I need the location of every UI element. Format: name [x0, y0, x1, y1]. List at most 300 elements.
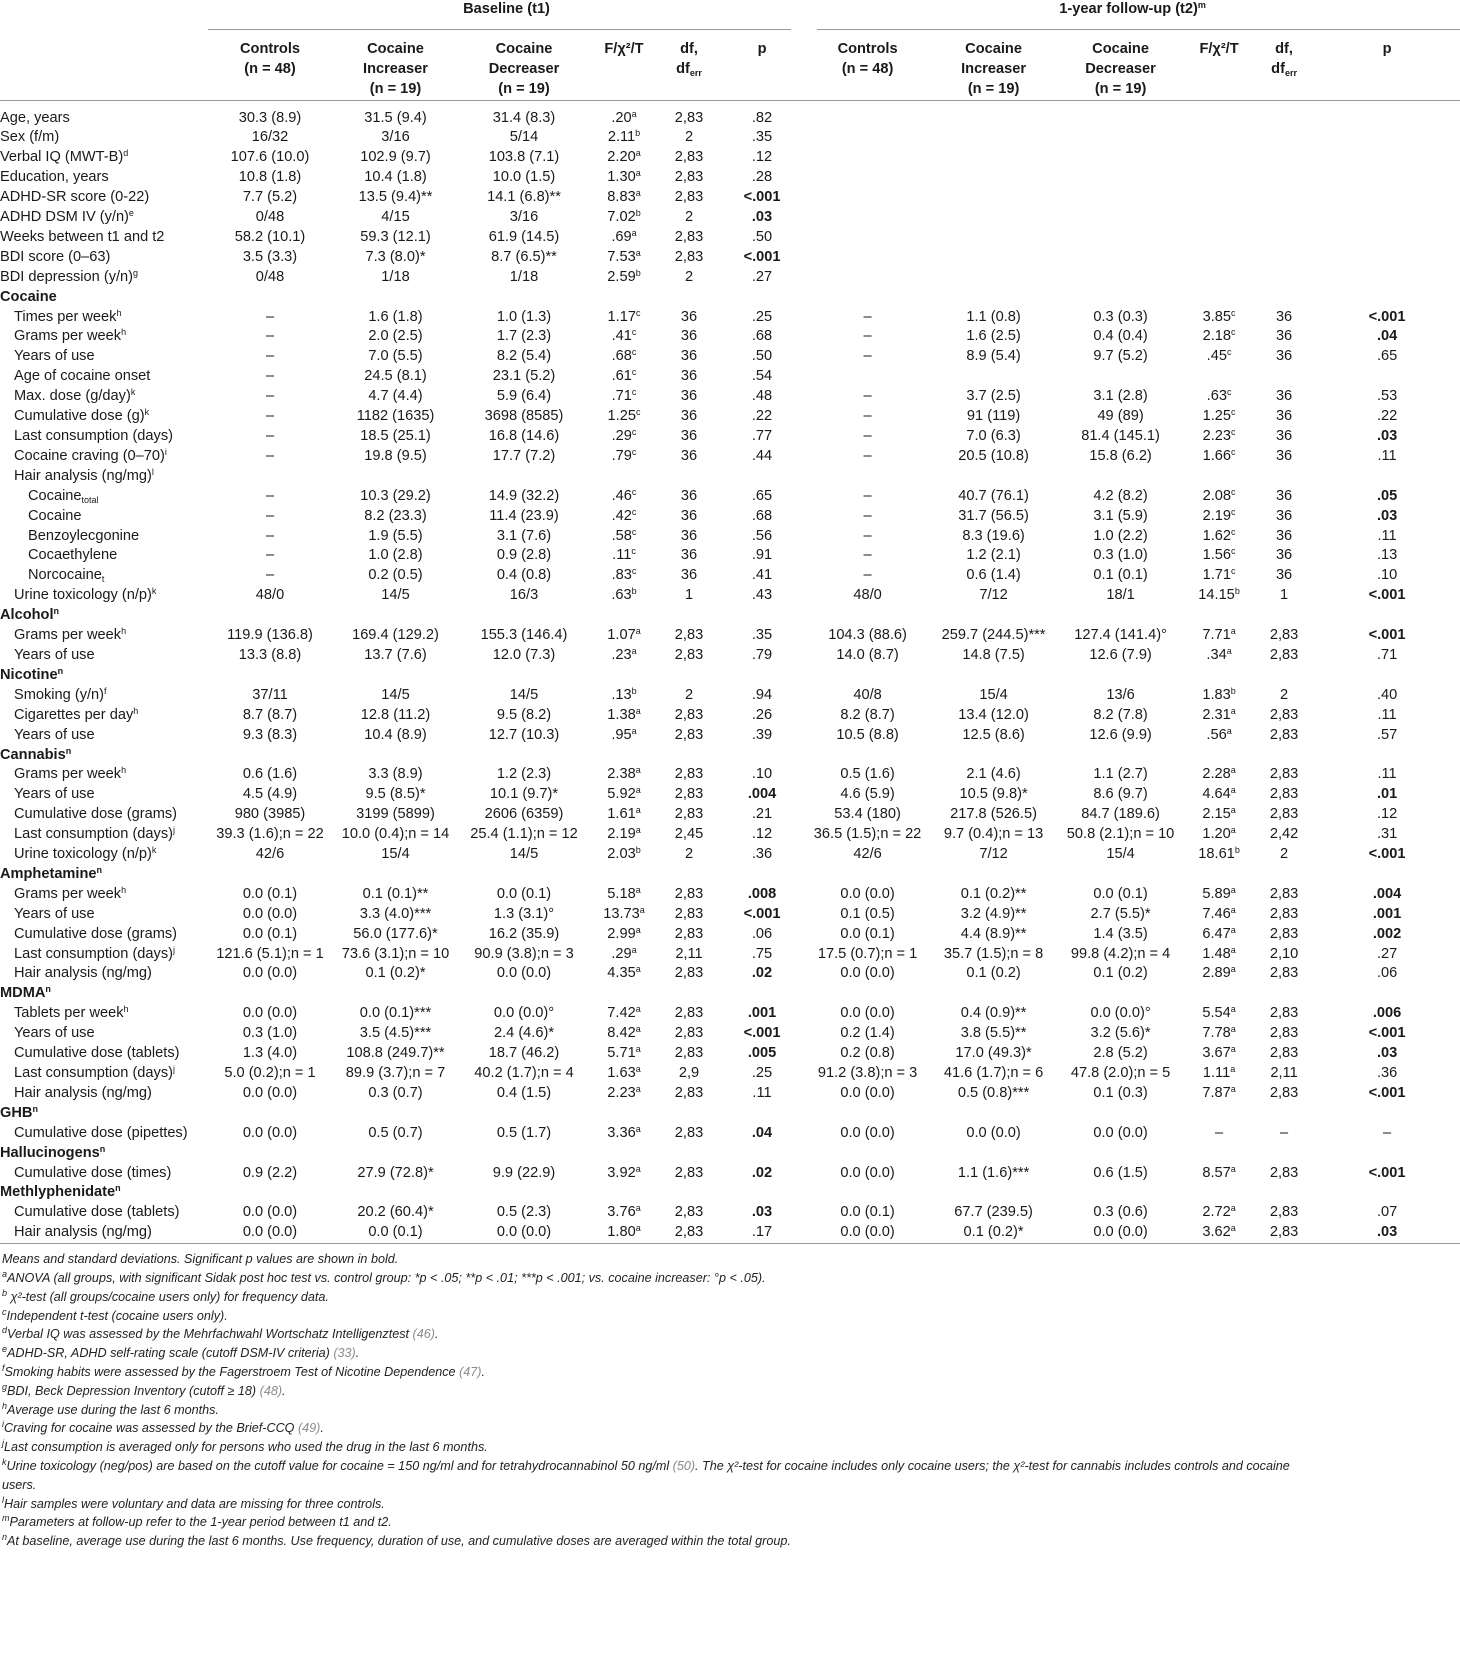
data-cell [1314, 427, 1460, 447]
p-value: .27 [751, 268, 773, 285]
data-cell [1254, 905, 1314, 925]
cell-value: 18.5 (25.1) [360, 428, 431, 445]
df-value: 36 [1275, 547, 1293, 564]
test-mark: a [1230, 1004, 1236, 1015]
footnote-mark: l [151, 466, 154, 477]
data-cell [1254, 168, 1314, 188]
data-cell [459, 805, 589, 825]
col-p: p [757, 40, 767, 57]
df-value: 2,45 [674, 826, 704, 843]
cell-value: 14.1 (6.8)** [487, 189, 561, 206]
data-cell [589, 168, 659, 188]
table-row [0, 885, 1460, 905]
row-label-text: Grams per week [14, 885, 122, 902]
cell-value: 8.7 (6.5)** [491, 248, 557, 265]
cell-value: 48/0 [255, 587, 285, 604]
cell-value: 12.7 (10.3) [488, 726, 560, 743]
data-cell [1184, 427, 1254, 447]
cell-value: 3/16 [509, 209, 539, 226]
data-cell [1254, 586, 1314, 606]
stat-value: .13 [611, 686, 632, 703]
data-cell [659, 407, 719, 427]
data-cell [589, 785, 659, 805]
stat-value: .71 [611, 388, 632, 405]
data-cell [459, 288, 589, 308]
row-label [0, 805, 208, 825]
data-cell [208, 925, 332, 945]
cell-value: 8.7 (8.7) [242, 706, 298, 723]
data-cell [1184, 845, 1254, 865]
data-cell [1184, 407, 1254, 427]
data-cell [930, 100, 1057, 128]
cell-value: – [265, 308, 275, 325]
test-mark: c [1226, 387, 1232, 398]
row-label-text: Weeks between t1 and t2 [0, 228, 165, 245]
data-cell [1254, 1183, 1314, 1203]
col-controls: Controls (n = 48) [240, 40, 300, 77]
df-value: 2 [684, 686, 694, 703]
data-cell [208, 566, 332, 586]
cell-value: 14.9 (32.2) [488, 487, 560, 504]
data-cell [805, 964, 930, 984]
cell-value: 1.3 (4.0) [242, 1045, 298, 1062]
cell-value: – [265, 348, 275, 365]
data-cell [659, 427, 719, 447]
cell-value: – [265, 428, 275, 445]
data-cell [719, 248, 805, 268]
data-cell [459, 1044, 589, 1064]
test-mark: a [1230, 1083, 1236, 1094]
data-cell [332, 507, 459, 527]
data-cell [459, 984, 589, 1004]
cell-value: 169.4 (129.2) [352, 627, 439, 644]
stat-value: 2.15 [1202, 806, 1231, 823]
df-value: 2,83 [1269, 925, 1299, 942]
data-cell [589, 1144, 659, 1164]
data-cell [930, 148, 1057, 168]
cell-value: 0.0 (0.0) [966, 1124, 1021, 1141]
footnote [2, 1269, 1458, 1288]
data-cell [1184, 327, 1254, 347]
test-mark: a [635, 1203, 641, 1214]
data-cell [719, 527, 805, 547]
test-mark: a [635, 1044, 641, 1055]
table-row [0, 1024, 1460, 1044]
cell-value: 91.2 (3.8);n = 3 [817, 1065, 918, 1082]
footnote [2, 1495, 1458, 1514]
data-cell [930, 925, 1057, 945]
data-cell [459, 1104, 589, 1124]
cell-value: 24.5 (8.1) [364, 368, 427, 385]
data-cell [659, 248, 719, 268]
table-row [0, 1164, 1460, 1184]
stat-value: 5.89 [1202, 885, 1231, 902]
data-cell [459, 945, 589, 965]
data-cell [1314, 387, 1460, 407]
stat-value: 3.67 [1202, 1045, 1231, 1062]
data-cell [459, 845, 589, 865]
data-cell [1254, 1164, 1314, 1184]
data-cell [459, 1183, 589, 1203]
data-cell [805, 168, 930, 188]
data-cell [1057, 726, 1184, 746]
data-cell [208, 387, 332, 407]
data-cell [930, 268, 1057, 288]
row-label [0, 1203, 208, 1223]
cell-value: 0.0 (0.0) [840, 1124, 895, 1141]
data-cell [719, 746, 805, 766]
row-label [0, 626, 208, 646]
data-cell [930, 308, 1057, 328]
data-cell [459, 606, 589, 626]
row-label-text: Urine toxicology (n/p) [14, 587, 152, 604]
data-cell [805, 686, 930, 706]
cell-value: 9.7 (0.4);n = 13 [943, 826, 1044, 843]
data-cell [1314, 1223, 1460, 1243]
cell-value: 0.5 (1.6) [840, 766, 895, 783]
data-cell [589, 1203, 659, 1223]
cell-value: 0.3 (0.6) [1093, 1204, 1148, 1221]
cell-value: 3.2 (5.6)* [1090, 1025, 1151, 1042]
data-cell [1314, 1203, 1460, 1223]
data-cell [1057, 606, 1184, 626]
stat-value: 1.48 [1202, 945, 1231, 962]
data-cell [930, 646, 1057, 666]
df-value: 2,83 [674, 1084, 704, 1101]
stat-value: .41 [611, 328, 632, 345]
p-value: .03 [1376, 428, 1398, 445]
data-cell [659, 527, 719, 547]
data-cell [805, 128, 930, 148]
cell-value: 0.0 (0.0) [242, 1084, 298, 1101]
stat-value: 14.15 [1198, 587, 1235, 604]
footnote-mark: n [57, 665, 64, 676]
p-value: .35 [751, 627, 773, 644]
test-mark: a [1230, 765, 1236, 776]
data-cell [589, 248, 659, 268]
test-mark: a [635, 626, 641, 637]
row-label [0, 1004, 208, 1024]
cell-value: 0.0 (0.1)*** [359, 1005, 432, 1022]
row-label [0, 128, 208, 148]
data-cell [332, 905, 459, 925]
data-cell [1314, 984, 1460, 1004]
table-row [0, 606, 1460, 626]
footnote-mark: k [144, 407, 150, 418]
cell-value: 7.0 (5.5) [368, 348, 423, 365]
data-cell [1314, 228, 1460, 248]
data-cell [659, 327, 719, 347]
row-label-text: Cocaine [0, 288, 57, 305]
data-cell [1314, 447, 1460, 467]
data-cell [659, 148, 719, 168]
table-row [0, 1203, 1460, 1223]
cell-value: 0.2 (1.4) [840, 1025, 895, 1042]
data-cell [719, 427, 805, 447]
cell-value: 8.6 (9.7) [1093, 786, 1148, 803]
data-cell [1057, 1124, 1184, 1144]
data-cell [930, 467, 1057, 487]
stat-value: .95 [611, 726, 632, 743]
footnote-text: Craving for cocaine was assessed by the Brief-CCQ [4, 1421, 298, 1436]
p-value: .17 [751, 1224, 773, 1241]
test-mark: a [635, 1083, 641, 1094]
data-cell [719, 288, 805, 308]
data-cell [719, 626, 805, 646]
data-cell [589, 288, 659, 308]
data-cell [805, 367, 930, 387]
data-cell [805, 467, 930, 487]
data-cell [1184, 367, 1254, 387]
p-value: .03 [751, 209, 773, 226]
data-cell [930, 1084, 1057, 1104]
cell-value: 0.1 (0.1) [1093, 567, 1148, 584]
table-row [0, 467, 1460, 487]
table-row [0, 1223, 1460, 1243]
p-value: <.001 [743, 248, 781, 265]
test-mark: a [631, 944, 637, 955]
data-cell [659, 666, 719, 686]
data-cell [930, 447, 1057, 467]
col-increaser-t2: Cocaine Increaser (n = 19) [961, 40, 1027, 97]
data-cell [1057, 148, 1184, 168]
cell-value: 4.2 (8.2) [1093, 487, 1148, 504]
data-cell [1184, 1164, 1254, 1184]
data-cell [1184, 1223, 1254, 1243]
df-value: 36 [1275, 428, 1293, 445]
data-cell [1184, 606, 1254, 626]
test-mark: a [635, 148, 641, 159]
data-cell [1314, 327, 1460, 347]
data-cell [459, 746, 589, 766]
data-cell [1314, 646, 1460, 666]
data-cell [1314, 1124, 1460, 1144]
data-cell [1314, 945, 1460, 965]
data-cell [805, 805, 930, 825]
test-mark: c [1231, 446, 1236, 457]
data-cell [1184, 825, 1254, 845]
df-value: 2,83 [674, 726, 704, 743]
data-cell [1184, 1084, 1254, 1104]
data-cell [589, 984, 659, 1004]
data-cell [1254, 367, 1314, 387]
cell-value: 0.6 (1.4) [966, 567, 1021, 584]
data-cell [332, 865, 459, 885]
footnote [2, 1476, 1458, 1495]
df-value: 36 [1275, 348, 1293, 365]
test-mark: c [1226, 347, 1232, 358]
data-cell [1254, 427, 1314, 447]
test-mark: a [1226, 645, 1232, 656]
cell-value: 9.5 (8.5)* [365, 786, 426, 803]
data-cell [208, 984, 332, 1004]
p-value: .10 [751, 766, 773, 783]
table-row [0, 1084, 1460, 1104]
data-cell [589, 208, 659, 228]
test-mark: c [631, 446, 637, 457]
data-cell [659, 546, 719, 566]
data-cell [208, 1124, 332, 1144]
cell-value: 0.0 (0.1) [840, 925, 895, 942]
stat-value: 2.31 [1202, 706, 1231, 723]
row-label-text: ADHD-SR score (0-22) [0, 189, 150, 206]
data-cell [1057, 1183, 1184, 1203]
stat-value: 1.56 [1202, 547, 1232, 564]
data-cell [659, 646, 719, 666]
data-cell [719, 327, 805, 347]
cell-value: 30.3 (8.9) [238, 109, 302, 126]
data-cell [208, 825, 332, 845]
data-cell [930, 746, 1057, 766]
row-label-text: Hallucinogens [0, 1144, 100, 1161]
data-cell [589, 566, 659, 586]
p-value: .26 [751, 706, 773, 723]
row-label [0, 507, 208, 527]
data-cell [1254, 208, 1314, 228]
df-value: 36 [1275, 487, 1293, 504]
data-cell [208, 1183, 332, 1203]
footnote-mark: d [123, 148, 129, 159]
df-value: 2,83 [674, 885, 704, 902]
data-cell [1184, 1203, 1254, 1223]
cell-value: 3698 (8585) [484, 408, 564, 425]
data-cell [589, 308, 659, 328]
data-cell [930, 666, 1057, 686]
table-row [0, 1064, 1460, 1084]
data-cell [659, 825, 719, 845]
data-cell [659, 1223, 719, 1243]
data-cell [719, 407, 805, 427]
footnote-mark: h [121, 626, 127, 637]
test-mark: c [1231, 327, 1236, 338]
cell-value: 14/5 [381, 587, 410, 604]
row-label [0, 1024, 208, 1044]
data-cell [719, 1164, 805, 1184]
cell-value: 91 (119) [966, 408, 1021, 425]
table-row [0, 1004, 1460, 1024]
cell-value: – [863, 328, 872, 345]
data-cell [208, 188, 332, 208]
data-cell [208, 347, 332, 367]
df-value: 36 [680, 428, 698, 445]
data-cell [208, 427, 332, 447]
p-value: .65 [751, 487, 773, 504]
data-cell [719, 686, 805, 706]
cell-value: 1.4 (3.5) [1093, 925, 1148, 942]
cell-value: 53.4 (180) [834, 806, 901, 823]
data-cell [930, 288, 1057, 308]
data-cell [1314, 527, 1460, 547]
cell-value: 25.4 (1.1);n = 12 [470, 826, 578, 843]
row-label-text: Grams per week [14, 766, 122, 783]
data-cell [332, 785, 459, 805]
row-label [0, 268, 208, 288]
data-cell [1057, 885, 1184, 905]
df-value: 2,83 [674, 109, 704, 126]
data-cell [208, 447, 332, 467]
table-row [0, 686, 1460, 706]
cell-value: 0.0 (0.0) [496, 965, 552, 982]
data-cell [459, 447, 589, 467]
cell-value: 2606 (6359) [484, 806, 564, 823]
table-body [0, 100, 1460, 1244]
data-cell [659, 228, 719, 248]
data-cell [459, 666, 589, 686]
test-mark: c [635, 307, 641, 318]
data-cell [719, 148, 805, 168]
df-value: 2,83 [674, 1025, 704, 1042]
table-row [0, 128, 1460, 148]
cell-value: 0.2 (0.5) [368, 567, 423, 584]
df-value: 2,11 [675, 945, 703, 962]
data-cell [1057, 128, 1184, 148]
test-mark: a [631, 227, 637, 238]
cell-value: 23.1 (5.2) [492, 368, 556, 385]
data-cell [208, 1004, 332, 1024]
data-cell [930, 1164, 1057, 1184]
data-cell [208, 546, 332, 566]
data-cell [332, 1104, 459, 1124]
p-value: .91 [751, 547, 773, 564]
data-cell [1184, 268, 1254, 288]
cell-value: 67.7 (239.5) [954, 1204, 1033, 1221]
data-cell [208, 646, 332, 666]
p-value: .06 [1376, 965, 1398, 982]
df-value: 2,83 [674, 169, 704, 186]
data-cell [1254, 984, 1314, 1004]
test-mark: a [1230, 1223, 1236, 1234]
cell-value: 17.5 (0.7);n = 1 [817, 945, 918, 962]
data-cell [719, 945, 805, 965]
data-cell [1254, 845, 1314, 865]
data-cell [459, 487, 589, 507]
cell-value: 119.9 (136.8) [227, 627, 313, 644]
data-cell [1057, 686, 1184, 706]
footnote-text-after: . [434, 1327, 439, 1342]
data-cell [1254, 964, 1314, 984]
cell-value: 8.9 (5.4) [966, 348, 1021, 365]
data-cell [930, 1104, 1057, 1124]
cell-value: 61.9 (14.5) [488, 228, 560, 245]
data-cell [659, 188, 719, 208]
data-cell [589, 1024, 659, 1044]
table-row [0, 288, 1460, 308]
data-cell [719, 885, 805, 905]
data-cell [1314, 746, 1460, 766]
data-cell [805, 606, 930, 626]
data-cell [1254, 925, 1314, 945]
data-cell [805, 208, 930, 228]
stat-value: 1.20 [1202, 826, 1231, 843]
data-cell [1184, 288, 1254, 308]
data-cell [208, 666, 332, 686]
data-cell [1184, 387, 1254, 407]
test-mark: a [631, 645, 637, 656]
table-row [0, 447, 1460, 467]
data-cell [805, 1104, 930, 1124]
cell-value: 3.3 (8.9) [368, 766, 423, 783]
stat-value: .58 [611, 527, 632, 544]
p-value: .25 [751, 1065, 773, 1082]
data-cell [930, 527, 1057, 547]
test-mark: a [635, 705, 641, 716]
data-cell [1057, 527, 1184, 547]
data-cell [1057, 865, 1184, 885]
data-cell [589, 845, 659, 865]
group-header-row [0, 0, 1460, 20]
row-label-text: Years of use [14, 905, 95, 922]
data-cell [1254, 546, 1314, 566]
